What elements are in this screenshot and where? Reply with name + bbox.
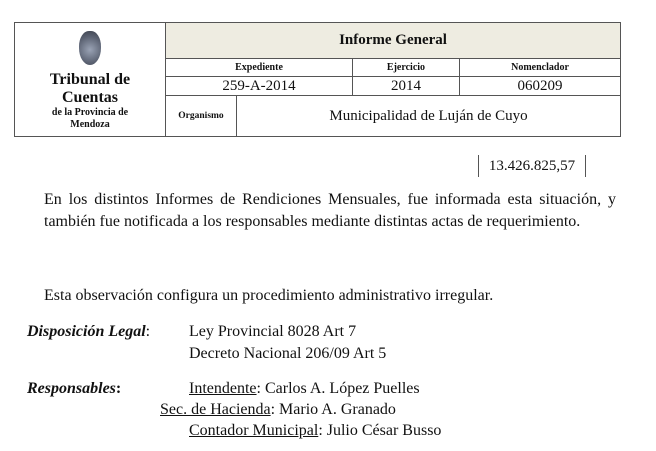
disposicion-line-1: Ley Provincial 8028 Art 7 <box>189 323 357 340</box>
responsables <box>27 378 121 400</box>
amount-box: 13.426.825,57 <box>478 155 586 177</box>
col-expediente: Expediente <box>166 59 353 77</box>
responsables-label: Responsables <box>27 380 116 397</box>
value-nomenclador: 060209 <box>460 77 621 96</box>
responsable-name: : Julio César Busso <box>318 422 442 439</box>
coat-of-arms-icon <box>79 31 101 65</box>
institution-cell <box>15 23 166 137</box>
report-title: Informe General <box>166 23 621 59</box>
colon: : <box>115 380 122 397</box>
value-expediente: 259-A-2014 <box>166 77 353 96</box>
responsable-role: Contador Municipal <box>189 422 319 439</box>
responsable-name: : Carlos A. López Puelles <box>256 380 420 397</box>
responsable-2 <box>160 399 396 421</box>
responsable-1 <box>189 378 420 400</box>
organismo-label: Organismo <box>166 96 237 137</box>
responsable-role: Sec. de Hacienda <box>160 401 271 418</box>
col-ejercicio: Ejercicio <box>353 59 460 77</box>
institution-sub-1: de la Provincia de <box>51 106 129 118</box>
organismo-value: Municipalidad de Luján de Cuyo <box>237 96 621 137</box>
responsable-name: : Mario A. Granado <box>270 401 396 418</box>
institution-name-2: Cuentas <box>61 88 118 106</box>
institution-name-1: Tribunal de <box>49 70 131 88</box>
paragraph-2: Esta observación configura un procedimiento administrativo irregular. <box>44 287 494 304</box>
disposicion-legal <box>27 321 150 343</box>
colon: : <box>145 323 151 340</box>
responsable-role: Intendente <box>189 380 257 397</box>
col-nomenclador: Nomenclador <box>460 59 621 77</box>
responsable-3 <box>189 420 441 442</box>
disposicion-line-2: Decreto Nacional 206/09 Art 5 <box>189 345 387 362</box>
value-ejercicio: 2014 <box>353 77 460 96</box>
report-header-table <box>14 22 621 137</box>
paragraph-1: En los distintos Informes de Rendiciones Mensuales, fue informada esta situación, y también fue notificada a los responsables mediante distintas actas de requerimiento. <box>44 191 616 230</box>
institution-sub-2: Mendoza <box>70 118 110 130</box>
disposicion-label: Disposición Legal <box>27 323 146 340</box>
